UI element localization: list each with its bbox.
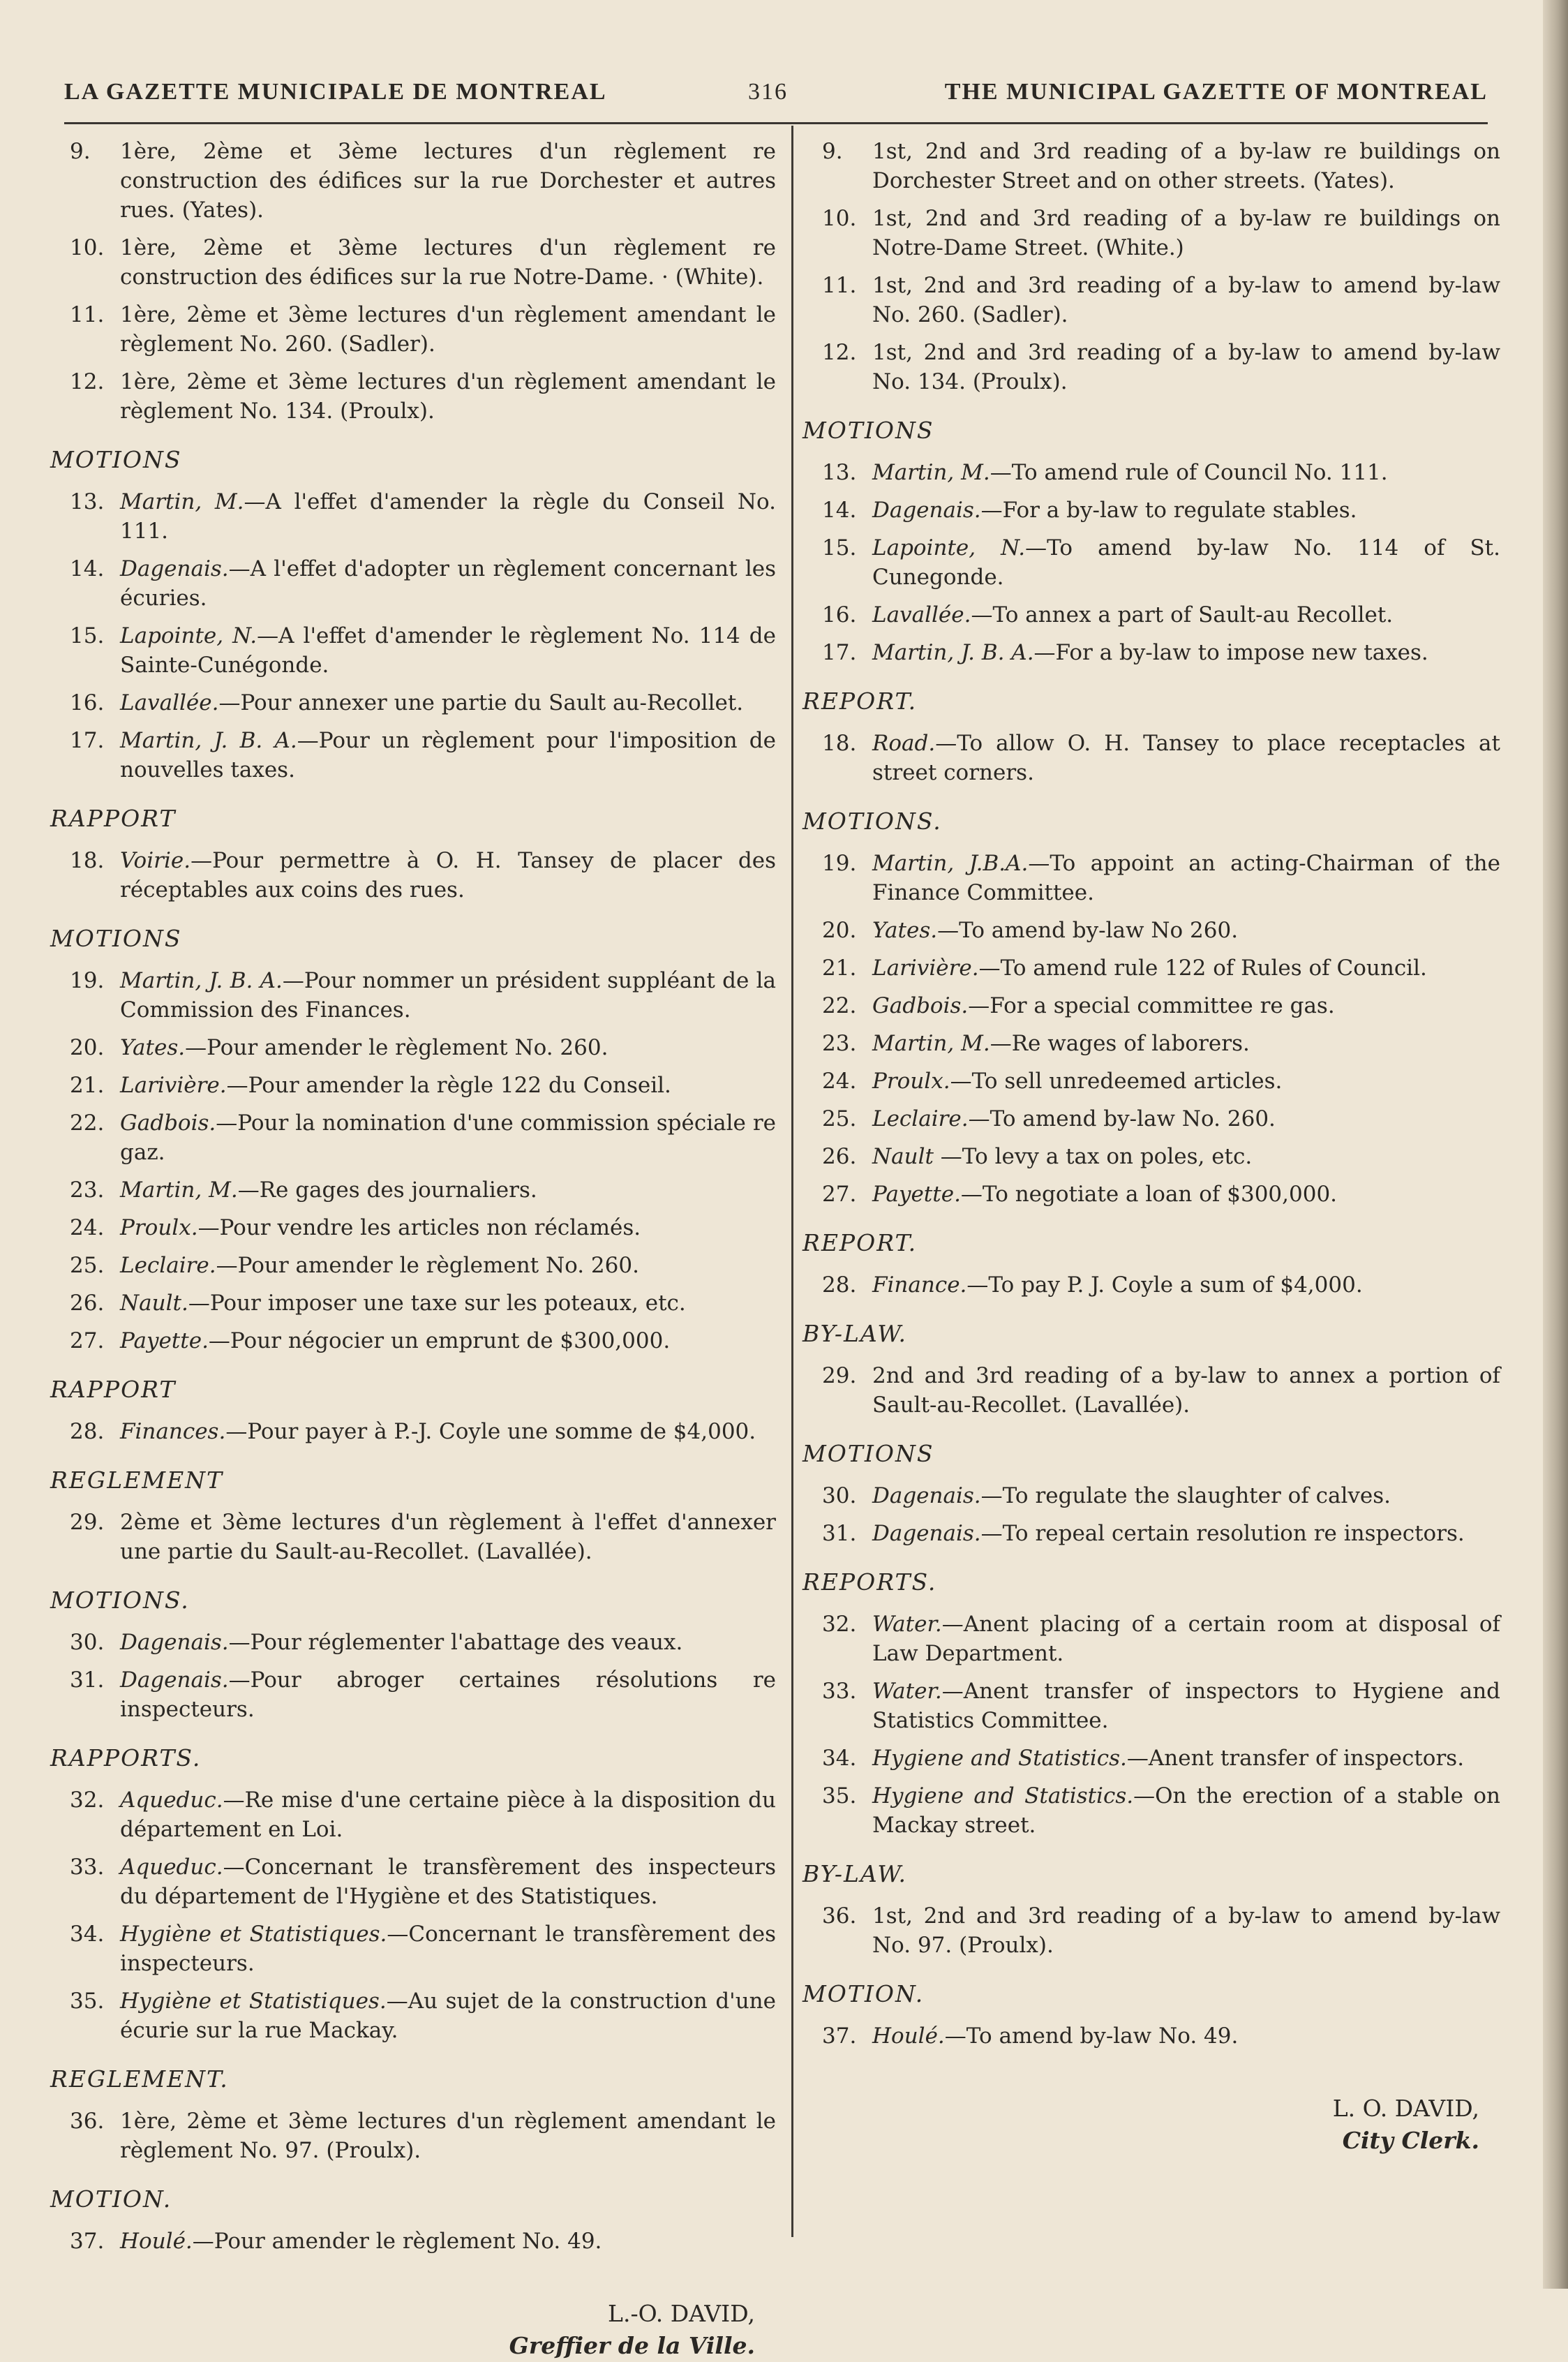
item-number: 22. [822,993,857,1018]
agenda-item [50,1417,776,1446]
page-binding-shadow [1543,0,1568,2289]
item-mover-name: Water. [872,1679,942,1704]
section-heading: REPORT. [802,688,918,715]
agenda-item [50,300,776,359]
agenda-item-list [50,2227,776,2256]
item-text: 1st, 2nd and 3rd reading of a by-law re buildings on Notre-Dame Street. (White.) [872,206,1500,260]
item-number: 17. [822,640,857,665]
section-heading: MOTIONS. [802,808,942,835]
item-mover-name: Hygiène et Statistiques. [120,1922,387,1947]
agenda-item [802,1744,1500,1773]
item-text: —For a by-law to regulate stables. [980,498,1357,523]
item-text: —Au sujet de la construction d'une écurie sur la rue Mackay. [120,1989,776,2043]
agenda-item [802,1781,1500,1840]
agenda-item [802,1270,1500,1300]
agenda-item [50,1665,776,1724]
item-number: 9. [70,139,91,164]
agenda-item [802,2021,1500,2051]
item-number: 31. [70,1667,105,1693]
agenda-item-list [802,849,1500,1209]
agenda-item [802,271,1500,329]
agenda-item [50,1852,776,1911]
item-mover-name: Road. [872,731,936,756]
item-number: 20. [822,918,857,943]
section-heading: RAPPORTS. [50,1744,202,1772]
item-text: —To repeal certain resolution re inspectors. [980,1521,1465,1546]
item-mover-name: Dagenais. [120,1667,229,1693]
item-number: 19. [822,851,857,876]
agenda-item [802,1610,1500,1668]
page-header [64,73,1488,124]
item-mover-name: Dagenais. [872,1483,981,1508]
page-number: 316 [748,79,788,105]
item-text: —Re gages des journaliers. [237,1178,537,1203]
item-number: 11. [70,302,105,327]
item-number: 26. [70,1291,105,1316]
item-text: —Pour imposer une taxe sur les poteaux, etc. [188,1291,686,1316]
agenda-item [802,204,1500,262]
agenda-item-list [802,1361,1500,1420]
item-number: 24. [70,1215,105,1240]
item-text: —To appoint an acting-Chairman of the Finance Committee. [872,851,1500,905]
item-text: 1st, 2nd and 3rd reading of a by-law to amend by-law No. 97. (Proulx). [872,1903,1500,1958]
item-mover-name: Payette. [872,1182,961,1207]
item-number: 10. [70,235,105,260]
item-text: —Pour vendre les articles non réclamés. [197,1215,641,1240]
item-mover-name: Proulx. [872,1069,950,1094]
section-heading: REGLEMENT [50,1466,224,1494]
item-text: —To levy a tax on poles, etc. [933,1144,1253,1169]
section-heading: MOTION. [50,2185,172,2213]
agenda-item [50,688,776,718]
item-number: 25. [822,1106,857,1131]
agenda-item [802,916,1500,945]
agenda-item [802,1677,1500,1735]
item-mover-name: Martin, J. B. A. [872,640,1034,665]
agenda-item [50,2107,776,2165]
agenda-item [50,1326,776,1355]
item-text: —A l'effet d'adopter un règlement concernant les écuries. [120,556,776,611]
agenda-item [50,966,776,1025]
item-mover-name: Water. [872,1612,942,1637]
item-mover-name: Yates. [872,918,938,943]
agenda-item-list [802,1270,1500,1300]
signature-role: Greffier de la Ville. [509,2332,755,2359]
item-number: 20. [70,1035,105,1060]
agenda-item-list [802,1610,1500,1840]
agenda-item [50,1628,776,1657]
agenda-item [50,554,776,613]
section-heading: MOTIONS [802,1440,934,1467]
item-text: —Pour annexer une partie du Sault au-Recollet. [218,690,744,715]
item-text: 1st, 2nd and 3rd reading of a by-law to amend by-law No. 134. (Proulx). [872,340,1500,394]
agenda-item [802,600,1500,630]
signature-block [50,2298,776,2362]
agenda-item [50,487,776,546]
item-number: 26. [822,1144,857,1169]
item-text: —To regulate the slaughter of calves. [980,1483,1391,1508]
agenda-item-list [50,2107,776,2165]
item-text: —Pour abroger certaines résolutions re inspecteurs. [120,1667,776,1722]
agenda-item [50,1108,776,1167]
item-number: 19. [70,968,105,993]
item-text: —To annex a part of Sault-au Recollet. [971,602,1394,627]
agenda-item [802,953,1500,983]
agenda-item [802,458,1500,487]
agenda-item [50,2227,776,2256]
item-mover-name: Dagenais. [872,1521,981,1546]
item-mover-name: Payette. [120,1328,209,1353]
agenda-item-list [50,1417,776,1446]
section-heading: RAPPORT [50,1376,177,1403]
item-text: —Pour amender le règlement No. 260. [185,1035,608,1060]
item-number: 33. [70,1855,105,1880]
item-number: 36. [70,2109,105,2134]
item-number: 33. [822,1679,857,1704]
item-number: 27. [822,1182,857,1207]
item-number: 30. [70,1630,105,1655]
item-text: —Pour payer à P.-J. Coyle une somme de $4,000. [225,1419,756,1444]
item-number: 16. [822,602,857,627]
item-mover-name: Nault [872,1144,934,1169]
item-text: 1st, 2nd and 3rd reading of a by-law re buildings on Dorchester Street and on other streets. (Yates). [872,139,1500,193]
item-text: —To sell unredeemed articles. [950,1069,1283,1094]
item-mover-name: Martin, J.B.A. [872,851,1029,876]
item-mover-name: Gadbois. [872,993,969,1018]
agenda-item [802,1104,1500,1134]
agenda-item [50,1288,776,1318]
item-text: —To amend by-law No 260. [937,918,1239,943]
agenda-item [802,533,1500,592]
agenda-item [802,991,1500,1020]
item-number: 14. [822,498,857,523]
agenda-item [802,137,1500,195]
agenda-item-list [50,487,776,785]
item-number: 15. [822,535,857,560]
agenda-item [802,1481,1500,1510]
french-column [50,137,776,2362]
agenda-item-list [802,729,1500,787]
item-text: 1ère, 2ème et 3ème lectures d'un règlement amendant le règlement No. 97. (Proulx). [120,2109,776,2163]
agenda-item [802,729,1500,787]
item-number: 15. [70,623,105,648]
item-number: 22. [70,1111,105,1136]
section-heading: REPORTS. [802,1568,937,1596]
item-number: 23. [70,1178,105,1203]
item-mover-name: Lapointe, N. [872,535,1026,560]
agenda-item-list [50,846,776,905]
item-number: 34. [70,1922,105,1947]
item-number: 13. [822,460,857,485]
english-column [802,137,1500,2157]
item-mover-name: Leclaire. [120,1253,216,1278]
agenda-item-list [50,1785,776,2045]
section-heading: MOTIONS [50,446,182,473]
item-mover-name: Finance. [872,1272,967,1298]
item-number: 13. [70,489,105,514]
item-mover-name: Leclaire. [872,1106,969,1131]
item-number: 31. [822,1521,857,1546]
agenda-item-list [50,966,776,1355]
item-mover-name: Dagenais. [872,498,981,523]
agenda-item [802,1180,1500,1209]
agenda-item [802,1029,1500,1058]
agenda-item [802,1901,1500,1960]
item-number: 18. [70,848,105,873]
item-number: 35. [822,1783,857,1808]
item-number: 37. [822,2023,857,2049]
section-heading: REGLEMENT. [50,2065,229,2093]
item-mover-name: Finances. [120,1419,226,1444]
section-heading: REPORT. [802,1229,918,1256]
item-text: —A l'effet d'amender la règle du Conseil No. 111. [120,489,776,544]
item-text: —To amend by-law No. 114 of St. Cunegonde. [872,535,1500,590]
item-number: 12. [70,369,105,394]
agenda-item [50,621,776,680]
item-text: —Anent transfer of inspectors. [1126,1746,1465,1771]
item-text: —Pour amender le règlement No. 49. [192,2229,602,2254]
item-text: —Re mise d'une certaine pièce à la disposition du département en Loi. [120,1788,776,1842]
item-number: 28. [70,1419,105,1444]
agenda-item-list [802,137,1500,396]
item-number: 21. [70,1073,105,1098]
item-number: 9. [822,139,843,164]
item-number: 24. [822,1069,857,1094]
item-text: 1st, 2nd and 3rd reading of a by-law to amend by-law No. 260. (Sadler). [872,273,1500,327]
item-mover-name: Martin, M. [120,489,244,514]
item-mover-name: Yates. [120,1035,186,1060]
section-heading: MOTIONS [50,925,182,952]
agenda-item [50,1175,776,1205]
item-text: 2nd and 3rd reading of a by-law to annex a portion of Sault-au-Recollet. (Lavallée). [872,1363,1500,1418]
item-text: —Pour nommer un président suppléant de la Commission des Finances. [120,968,777,1023]
item-text: 1ère, 2ème et 3ème lectures d'un règlement amendant le règlement No. 260. (Sadler). [120,302,776,357]
item-number: 10. [822,206,857,231]
item-mover-name: Martin, J. B. A. [120,728,297,753]
item-text: —On the erection of a stable on Mackay street. [872,1783,1500,1838]
item-text: —Re wages of laborers. [990,1031,1250,1056]
item-text: —For a by-law to impose new taxes. [1033,640,1428,665]
agenda-item [50,1251,776,1280]
item-number: 18. [822,731,857,756]
item-mover-name: Dagenais. [120,556,229,581]
agenda-item [802,638,1500,667]
item-number: 29. [822,1363,857,1388]
agenda-item [802,338,1500,396]
item-mover-name: Lavallée. [120,690,219,715]
agenda-item [50,1213,776,1242]
item-mover-name: Houlé. [120,2229,193,2254]
item-number: 29. [70,1510,105,1535]
agenda-item [802,849,1500,907]
item-text: 1ère, 2ème et 3ème lectures d'un règlement re construction des édifices sur la rue Dorchester et autres rues. (Yates). [120,139,776,223]
item-number: 21. [822,956,857,981]
item-number: 34. [822,1746,857,1771]
item-text: —To amend rule of Council No. 111. [990,460,1388,485]
item-mover-name: Nault. [120,1291,188,1316]
item-mover-name: Martin, J. B. A. [120,968,283,993]
item-text: —To pay P. J. Coyle a sum of $4,000. [966,1272,1363,1298]
item-text: 1ère, 2ème et 3ème lectures d'un règlement amendant le règlement No. 134. (Proulx). [120,369,776,424]
item-mover-name: Aqueduc. [120,1855,223,1880]
section-heading: MOTIONS. [50,1587,190,1614]
header-english-title: THE MUNICIPAL GAZETTE OF MONTREAL [944,79,1488,105]
item-text: —To amend by-law No. 260. [968,1106,1276,1131]
signature-name: L. O. DAVID, [1332,2095,1479,2122]
item-number: 27. [70,1328,105,1353]
agenda-item-list [802,2021,1500,2051]
column-divider [791,126,793,2237]
section-heading: BY-LAW. [802,1320,908,1347]
item-number: 23. [822,1031,857,1056]
item-number: 12. [822,340,857,365]
agenda-item [802,1142,1500,1171]
agenda-item [50,1986,776,2045]
item-text: —Pour réglementer l'abattage des veaux. [228,1630,683,1655]
item-mover-name: Aqueduc. [120,1788,223,1813]
item-text: —Anent transfer of inspectors to Hygiene and Statistics Committee. [872,1679,1500,1733]
agenda-item [50,1071,776,1100]
item-number: 16. [70,690,105,715]
agenda-item [802,496,1500,525]
item-mover-name: Martin, M. [872,1031,990,1056]
item-mover-name: Martin, M. [120,1178,238,1203]
agenda-item-list [50,1628,776,1724]
agenda-item [50,1785,776,1844]
item-mover-name: Hygiene and Statistics. [872,1783,1134,1808]
item-text: —Pour un règlement pour l'imposition de nouvelles taxes. [120,728,776,782]
agenda-item [50,1508,776,1566]
agenda-item [802,1361,1500,1420]
item-text: —Concernant le transfèrement des inspecteurs du département de l'Hygiène et des Statistiques. [120,1855,776,1909]
agenda-item [802,1067,1500,1096]
item-text: —Anent placing of a certain room at disposal of Law Department. [872,1612,1500,1666]
item-mover-name: Martin, M. [872,460,990,485]
agenda-item [50,137,776,225]
header-french-title: LA GAZETTE MUNICIPALE DE MONTREAL [64,79,607,105]
item-number: 37. [70,2229,105,2254]
item-number: 35. [70,1989,105,2014]
item-mover-name: Proulx. [120,1215,198,1240]
item-number: 36. [822,1903,857,1929]
item-text: —To amend rule 122 of Rules of Council. [978,956,1427,981]
section-heading: BY-LAW. [802,1860,908,1887]
agenda-item [802,1519,1500,1548]
item-mover-name: Dagenais. [120,1630,229,1655]
item-number: 25. [70,1253,105,1278]
item-mover-name: Hygiène et Statistiques. [120,1989,387,2014]
item-text: —To negotiate a loan of $300,000. [960,1182,1338,1207]
agenda-item [50,1033,776,1062]
agenda-item-list [50,1508,776,1566]
agenda-item-list [50,137,776,426]
item-mover-name: Hygiene and Statistics. [872,1746,1127,1771]
item-text: —Pour amender le règlement No. 260. [216,1253,639,1278]
signature-block [802,2093,1500,2157]
item-mover-name: Houlé. [872,2023,945,2049]
item-mover-name: Larivière. [120,1073,227,1098]
agenda-item [50,1919,776,1978]
section-heading: MOTIONS [802,417,934,444]
item-text: 2ème et 3ème lectures d'un règlement à l'effet d'annexer une partie du Sault-au-Recollet. (Lavallée). [120,1510,776,1564]
item-text: —For a special committee re gas. [968,993,1335,1018]
item-text: —Pour la nomination d'une commission spéciale re gaz. [120,1111,776,1165]
item-number: 17. [70,728,105,753]
signature-role: City Clerk. [1342,2127,1479,2154]
item-text: —A l'effet d'amender le règlement No. 114 de Sainte-Cunégonde. [120,623,776,678]
section-heading: MOTION. [802,1980,925,2007]
item-text: 1ère, 2ème et 3ème lectures d'un règlement re construction des édifices sur la rue Notre-Dame. · (White). [120,235,776,290]
item-text: —Pour négocier un emprunt de $300,000. [208,1328,671,1353]
item-number: 11. [822,273,857,298]
agenda-item [50,846,776,905]
agenda-item [50,367,776,426]
item-mover-name: Gadbois. [120,1111,216,1136]
section-heading: RAPPORT [50,805,177,832]
item-text: —To amend by-law No. 49. [944,2023,1239,2049]
item-mover-name: Lapointe, N. [120,623,257,648]
agenda-item [50,233,776,292]
item-mover-name: Larivière. [872,956,979,981]
item-number: 32. [70,1788,105,1813]
item-number: 32. [822,1612,857,1637]
agenda-item-list [802,1481,1500,1548]
item-mover-name: Lavallée. [872,602,971,627]
agenda-item-list [802,1901,1500,1960]
item-text: —Concernant le transfèrement des inspecteurs. [120,1922,776,1976]
item-text: —Pour permettre à O. H. Tansey de placer des réceptables aux coins des rues. [120,848,776,903]
item-text: —Pour amender la règle 122 du Conseil. [226,1073,671,1098]
agenda-item [50,726,776,785]
item-number: 30. [822,1483,857,1508]
item-text: —To allow O. H. Tansey to place receptacles at street corners. [872,731,1500,785]
agenda-item-list [802,458,1500,667]
item-number: 28. [822,1272,857,1298]
item-number: 14. [70,556,105,581]
item-mover-name: Voirie. [120,848,191,873]
signature-name: L.-O. DAVID, [608,2300,755,2327]
